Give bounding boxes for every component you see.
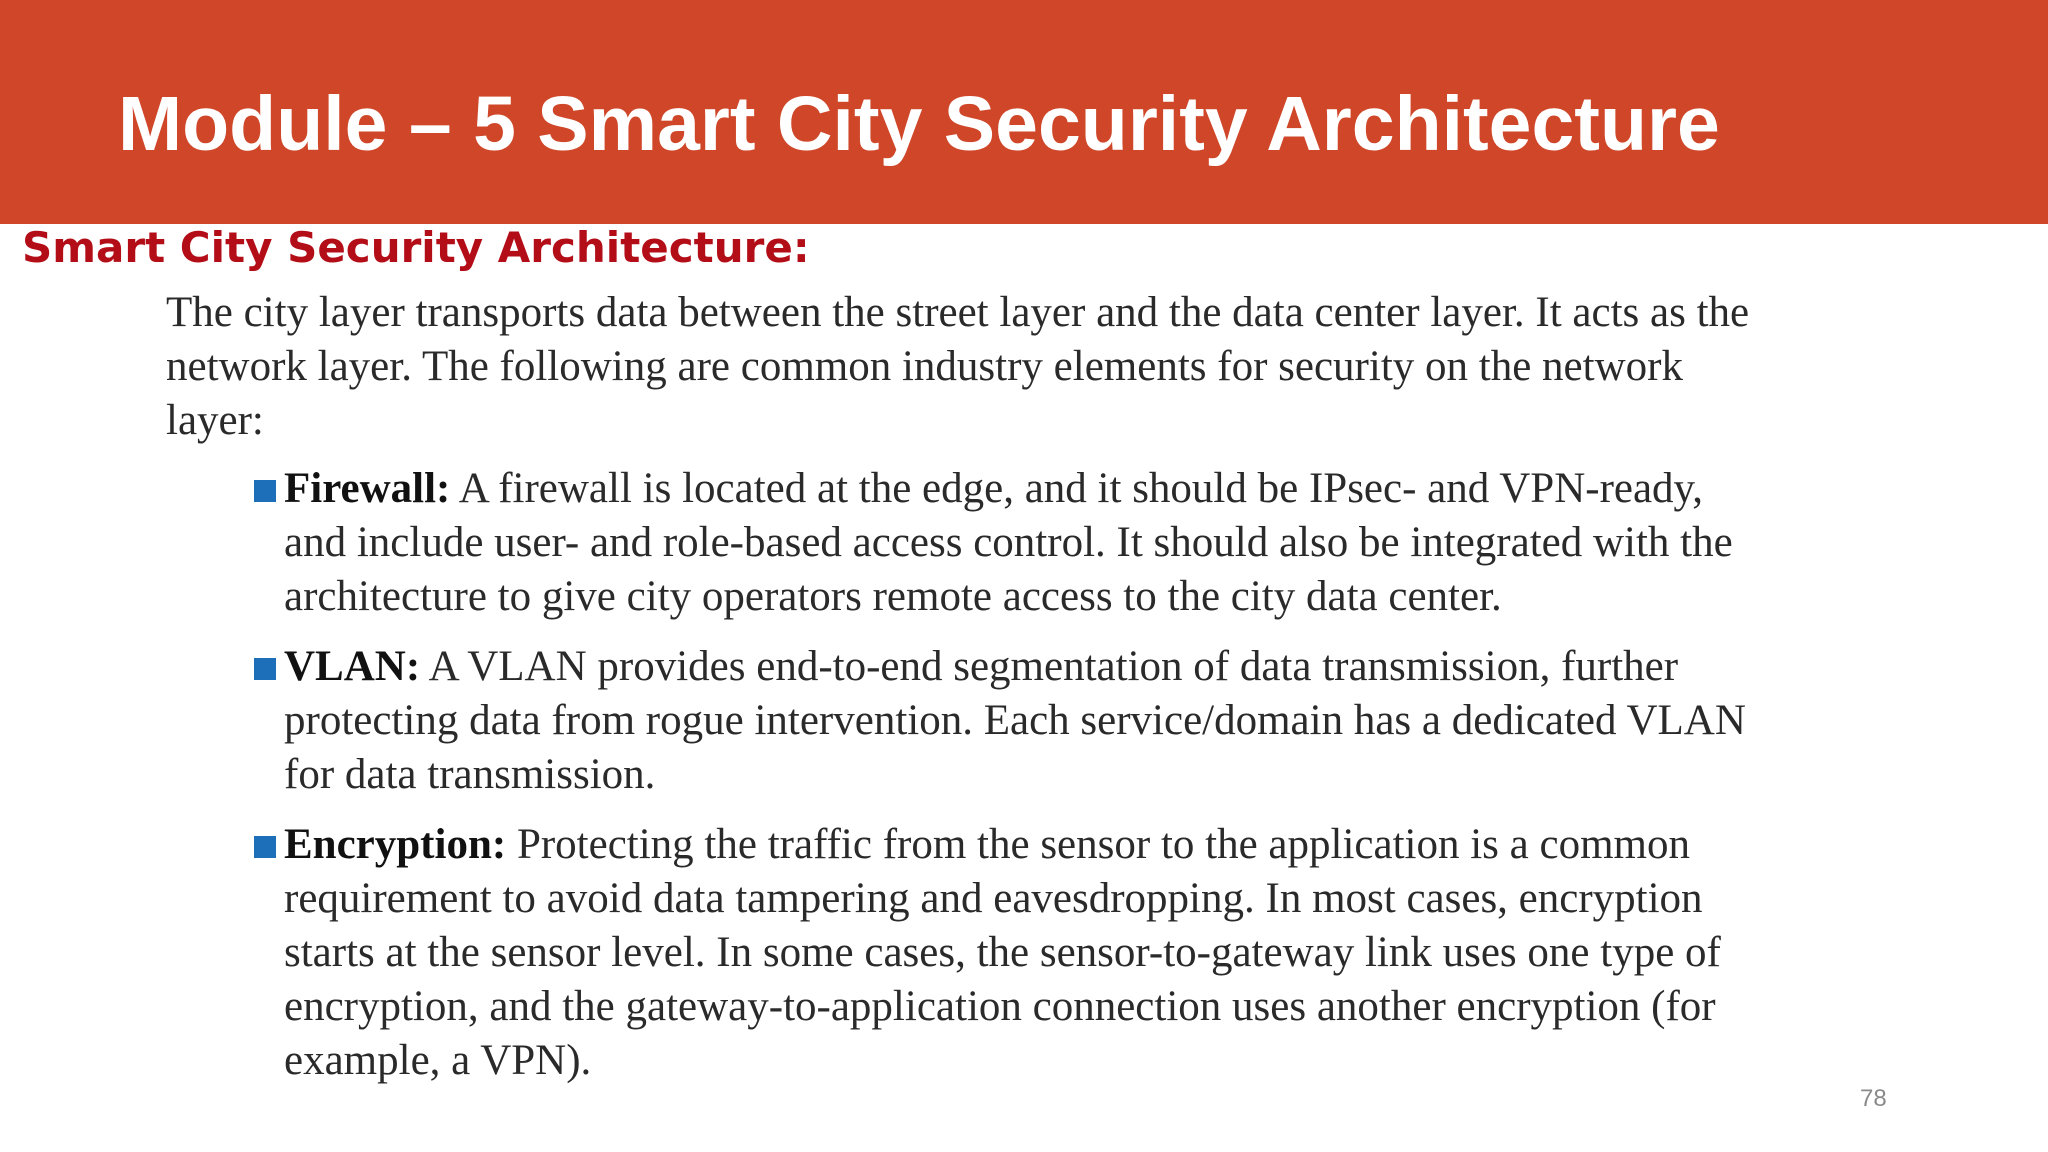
square-bullet-icon [254, 480, 276, 502]
bullet-text: A VLAN provides end-to-end segmentation of data transmission, further protecting data from rogue intervention. Each service/domain has a dedicated VLAN for data transmission. [284, 643, 1746, 798]
intro-paragraph: The city layer transports data between the street layer and the data center layer. It acts as the network layer. The following are common industry elements for security on the network layer: [166, 289, 1750, 444]
title-bar [0, 0, 2048, 224]
bullet-term: Encryption: [284, 821, 507, 868]
bullet-text: Protecting the traffic from the sensor to the application is a common requirement to avoid data tampering and eavesdropping. In most cases, encryption starts at the sensor level. In some cases, the sensor-to-gateway link uses one type of encryption, and the gateway-to-application connection uses another encryption (for example, a VPN). [284, 821, 1721, 1084]
section-heading: Smart City Security Architecture: [22, 223, 810, 272]
bullet-item-firewall [166, 462, 1774, 624]
bullet-item-encryption [166, 818, 1774, 1088]
slide-title: Module – 5 Smart City Security Architecture [118, 81, 1720, 167]
page-number: 78 [1860, 1085, 1887, 1112]
square-bullet-icon [254, 658, 276, 680]
square-bullet-icon [254, 836, 276, 858]
bullet-list [166, 462, 1776, 1088]
bullet-item-vlan [166, 640, 1774, 802]
bullet-text: A firewall is located at the edge, and it should be IPsec- and VPN-ready, and include user- and role-based access control. It should also be integrated with the architecture to give city operators remote access to the city data center. [284, 465, 1733, 620]
slide-body [166, 286, 1776, 1104]
bullet-term: Firewall: [284, 465, 451, 512]
bullet-term: VLAN: [284, 643, 421, 690]
